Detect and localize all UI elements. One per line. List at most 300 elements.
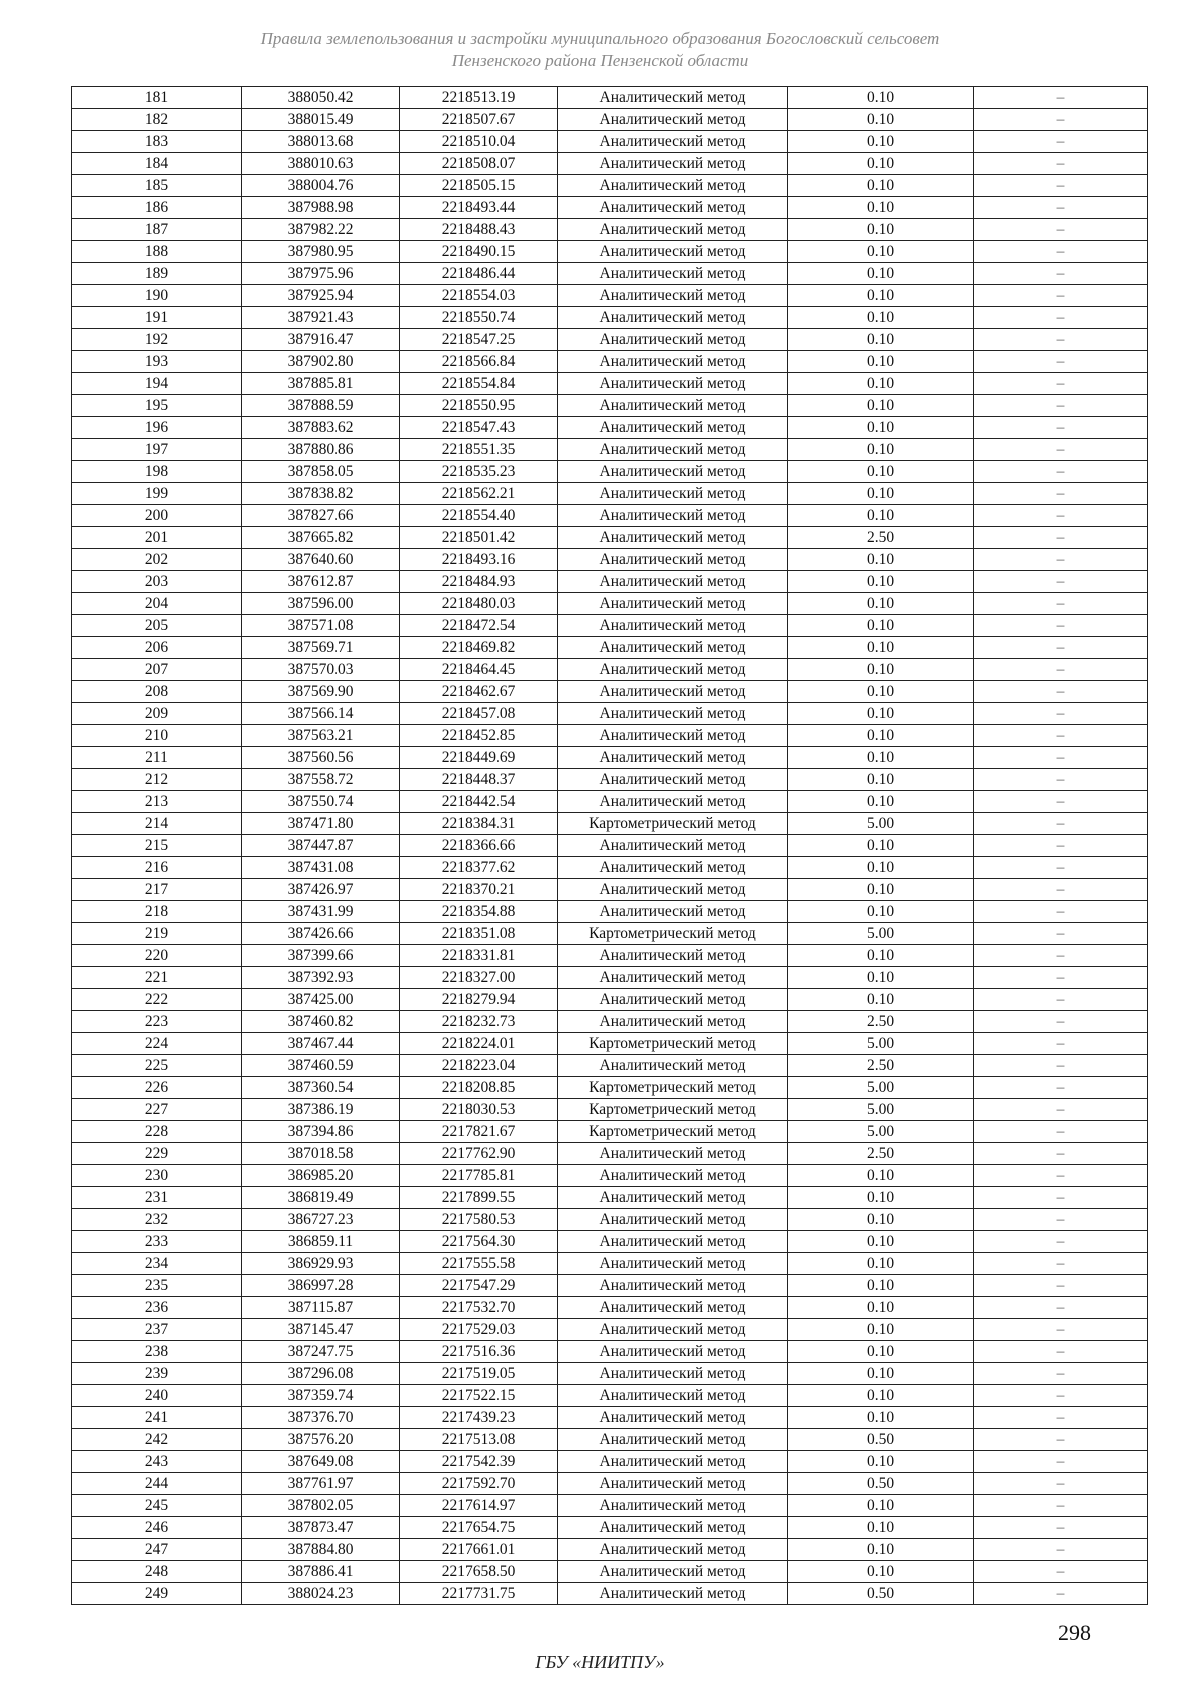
point-number-cell: 241 — [72, 1407, 242, 1429]
method-cell: Аналитический метод — [558, 527, 788, 549]
method-cell: Аналитический метод — [558, 87, 788, 109]
y-coordinate-cell: 2217731.75 — [400, 1583, 558, 1605]
x-coordinate-cell: 388024.23 — [242, 1583, 400, 1605]
point-number-cell: 216 — [72, 857, 242, 879]
accuracy-cell: 0.10 — [788, 417, 974, 439]
note-cell: – — [974, 1187, 1148, 1209]
method-cell: Аналитический метод — [558, 1055, 788, 1077]
method-cell: Аналитический метод — [558, 1429, 788, 1451]
note-cell: – — [974, 769, 1148, 791]
x-coordinate-cell: 387296.08 — [242, 1363, 400, 1385]
table-row — [72, 219, 1148, 241]
accuracy-cell: 2.50 — [788, 1143, 974, 1165]
y-coordinate-cell: 2218377.62 — [400, 857, 558, 879]
point-number-cell: 238 — [72, 1341, 242, 1363]
point-number-cell: 229 — [72, 1143, 242, 1165]
y-coordinate-cell: 2218501.42 — [400, 527, 558, 549]
method-cell: Аналитический метод — [558, 1209, 788, 1231]
y-coordinate-cell: 2218366.66 — [400, 835, 558, 857]
table-row — [72, 1253, 1148, 1275]
x-coordinate-cell: 387471.80 — [242, 813, 400, 835]
point-number-cell: 202 — [72, 549, 242, 571]
y-coordinate-cell: 2218469.82 — [400, 637, 558, 659]
table-row — [72, 1473, 1148, 1495]
accuracy-cell: 2.50 — [788, 527, 974, 549]
method-cell: Аналитический метод — [558, 1363, 788, 1385]
x-coordinate-cell: 387018.58 — [242, 1143, 400, 1165]
accuracy-cell: 5.00 — [788, 1033, 974, 1055]
method-cell: Аналитический метод — [558, 857, 788, 879]
note-cell: – — [974, 1385, 1148, 1407]
point-number-cell: 223 — [72, 1011, 242, 1033]
x-coordinate-cell: 387640.60 — [242, 549, 400, 571]
accuracy-cell: 2.50 — [788, 1011, 974, 1033]
table-row — [72, 1231, 1148, 1253]
x-coordinate-cell: 387431.08 — [242, 857, 400, 879]
y-coordinate-cell: 2218554.40 — [400, 505, 558, 527]
note-cell: – — [974, 967, 1148, 989]
point-number-cell: 236 — [72, 1297, 242, 1319]
y-coordinate-cell: 2218510.04 — [400, 131, 558, 153]
y-coordinate-cell: 2217564.30 — [400, 1231, 558, 1253]
y-coordinate-cell: 2218224.01 — [400, 1033, 558, 1055]
x-coordinate-cell: 387649.08 — [242, 1451, 400, 1473]
x-coordinate-cell: 387569.71 — [242, 637, 400, 659]
point-number-cell: 190 — [72, 285, 242, 307]
method-cell: Аналитический метод — [558, 175, 788, 197]
point-number-cell: 225 — [72, 1055, 242, 1077]
note-cell: – — [974, 439, 1148, 461]
note-cell: – — [974, 637, 1148, 659]
y-coordinate-cell: 2218208.85 — [400, 1077, 558, 1099]
accuracy-cell: 0.10 — [788, 703, 974, 725]
point-number-cell: 249 — [72, 1583, 242, 1605]
table-row — [72, 1055, 1148, 1077]
accuracy-cell: 5.00 — [788, 1077, 974, 1099]
point-number-cell: 220 — [72, 945, 242, 967]
accuracy-cell: 0.10 — [788, 175, 974, 197]
header-line-1: Правила землепользования и застройки муниципального образования Богословский сельсовет — [260, 29, 940, 48]
x-coordinate-cell: 387563.21 — [242, 725, 400, 747]
accuracy-cell: 0.10 — [788, 1209, 974, 1231]
y-coordinate-cell: 2218493.16 — [400, 549, 558, 571]
table-row — [72, 945, 1148, 967]
point-number-cell: 224 — [72, 1033, 242, 1055]
note-cell: – — [974, 549, 1148, 571]
note-cell: – — [974, 1099, 1148, 1121]
x-coordinate-cell: 387467.44 — [242, 1033, 400, 1055]
note-cell: – — [974, 153, 1148, 175]
method-cell: Аналитический метод — [558, 1231, 788, 1253]
x-coordinate-cell: 387569.90 — [242, 681, 400, 703]
accuracy-cell: 0.10 — [788, 967, 974, 989]
table-row — [72, 109, 1148, 131]
y-coordinate-cell: 2218505.15 — [400, 175, 558, 197]
table-row — [72, 1077, 1148, 1099]
y-coordinate-cell: 2217529.03 — [400, 1319, 558, 1341]
point-number-cell: 185 — [72, 175, 242, 197]
method-cell: Аналитический метод — [558, 285, 788, 307]
point-number-cell: 246 — [72, 1517, 242, 1539]
note-cell: – — [974, 1473, 1148, 1495]
table-row — [72, 549, 1148, 571]
note-cell: – — [974, 219, 1148, 241]
y-coordinate-cell: 2218449.69 — [400, 747, 558, 769]
method-cell: Аналитический метод — [558, 109, 788, 131]
note-cell: – — [974, 1539, 1148, 1561]
method-cell: Картометрический метод — [558, 1033, 788, 1055]
method-cell: Аналитический метод — [558, 1297, 788, 1319]
table-row — [72, 1275, 1148, 1297]
table-row — [72, 857, 1148, 879]
accuracy-cell: 2.50 — [788, 1055, 974, 1077]
note-cell: – — [974, 681, 1148, 703]
running-header — [0, 28, 1200, 72]
x-coordinate-cell: 387560.56 — [242, 747, 400, 769]
note-cell: – — [974, 879, 1148, 901]
accuracy-cell: 0.10 — [788, 857, 974, 879]
y-coordinate-cell: 2218457.08 — [400, 703, 558, 725]
point-number-cell: 189 — [72, 263, 242, 285]
accuracy-cell: 0.10 — [788, 395, 974, 417]
point-number-cell: 208 — [72, 681, 242, 703]
y-coordinate-cell: 2217762.90 — [400, 1143, 558, 1165]
accuracy-cell: 5.00 — [788, 813, 974, 835]
accuracy-cell: 0.10 — [788, 1253, 974, 1275]
accuracy-cell: 0.10 — [788, 725, 974, 747]
accuracy-cell: 5.00 — [788, 1099, 974, 1121]
accuracy-cell: 0.50 — [788, 1583, 974, 1605]
accuracy-cell: 0.10 — [788, 483, 974, 505]
point-number-cell: 215 — [72, 835, 242, 857]
point-number-cell: 239 — [72, 1363, 242, 1385]
x-coordinate-cell: 387916.47 — [242, 329, 400, 351]
y-coordinate-cell: 2218535.23 — [400, 461, 558, 483]
table-row — [72, 1407, 1148, 1429]
point-number-cell: 184 — [72, 153, 242, 175]
point-number-cell: 199 — [72, 483, 242, 505]
point-number-cell: 211 — [72, 747, 242, 769]
x-coordinate-cell: 387886.41 — [242, 1561, 400, 1583]
footer-organization: ГБУ «НИИТПУ» — [535, 1652, 665, 1672]
point-number-cell: 228 — [72, 1121, 242, 1143]
accuracy-cell: 0.10 — [788, 835, 974, 857]
point-number-cell: 194 — [72, 373, 242, 395]
point-number-cell: 198 — [72, 461, 242, 483]
point-number-cell: 201 — [72, 527, 242, 549]
point-number-cell: 203 — [72, 571, 242, 593]
note-cell: – — [974, 945, 1148, 967]
x-coordinate-cell: 387570.03 — [242, 659, 400, 681]
point-number-cell: 205 — [72, 615, 242, 637]
method-cell: Аналитический метод — [558, 1275, 788, 1297]
point-number-cell: 193 — [72, 351, 242, 373]
note-cell: – — [974, 351, 1148, 373]
point-number-cell: 206 — [72, 637, 242, 659]
accuracy-cell: 0.50 — [788, 1473, 974, 1495]
note-cell: – — [974, 87, 1148, 109]
table-row — [72, 373, 1148, 395]
x-coordinate-cell: 387447.87 — [242, 835, 400, 857]
note-cell: – — [974, 1517, 1148, 1539]
x-coordinate-cell: 386727.23 — [242, 1209, 400, 1231]
x-coordinate-cell: 387566.14 — [242, 703, 400, 725]
method-cell: Картометрический метод — [558, 923, 788, 945]
table-row — [72, 769, 1148, 791]
point-number-cell: 237 — [72, 1319, 242, 1341]
table-row — [72, 1539, 1148, 1561]
table-row — [72, 263, 1148, 285]
table-row — [72, 1297, 1148, 1319]
method-cell: Аналитический метод — [558, 1187, 788, 1209]
y-coordinate-cell: 2218223.04 — [400, 1055, 558, 1077]
x-coordinate-cell: 387925.94 — [242, 285, 400, 307]
accuracy-cell: 0.10 — [788, 1187, 974, 1209]
accuracy-cell: 0.50 — [788, 1429, 974, 1451]
note-cell: – — [974, 197, 1148, 219]
note-cell: – — [974, 1275, 1148, 1297]
table-row — [72, 1121, 1148, 1143]
method-cell: Аналитический метод — [558, 659, 788, 681]
x-coordinate-cell: 387359.74 — [242, 1385, 400, 1407]
point-number-cell: 195 — [72, 395, 242, 417]
x-coordinate-cell: 388010.63 — [242, 153, 400, 175]
table-row — [72, 1165, 1148, 1187]
note-cell: – — [974, 417, 1148, 439]
accuracy-cell: 0.10 — [788, 1451, 974, 1473]
y-coordinate-cell: 2217522.15 — [400, 1385, 558, 1407]
point-number-cell: 221 — [72, 967, 242, 989]
table-row — [72, 1451, 1148, 1473]
y-coordinate-cell: 2218508.07 — [400, 153, 558, 175]
note-cell: – — [974, 307, 1148, 329]
note-cell: – — [974, 901, 1148, 923]
x-coordinate-cell: 387827.66 — [242, 505, 400, 527]
table-row — [72, 1011, 1148, 1033]
note-cell: – — [974, 1341, 1148, 1363]
y-coordinate-cell: 2218452.85 — [400, 725, 558, 747]
x-coordinate-cell: 387975.96 — [242, 263, 400, 285]
accuracy-cell: 0.10 — [788, 747, 974, 769]
point-number-cell: 214 — [72, 813, 242, 835]
note-cell: – — [974, 571, 1148, 593]
point-number-cell: 181 — [72, 87, 242, 109]
accuracy-cell: 0.10 — [788, 241, 974, 263]
method-cell: Аналитический метод — [558, 1451, 788, 1473]
table-row — [72, 725, 1148, 747]
accuracy-cell: 0.10 — [788, 1495, 974, 1517]
x-coordinate-cell: 387386.19 — [242, 1099, 400, 1121]
table-row — [72, 1583, 1148, 1605]
y-coordinate-cell: 2217821.67 — [400, 1121, 558, 1143]
point-number-cell: 235 — [72, 1275, 242, 1297]
table-row — [72, 351, 1148, 373]
point-number-cell: 182 — [72, 109, 242, 131]
note-cell: – — [974, 1429, 1148, 1451]
accuracy-cell: 0.10 — [788, 1275, 974, 1297]
accuracy-cell: 0.10 — [788, 329, 974, 351]
y-coordinate-cell: 2217547.29 — [400, 1275, 558, 1297]
y-coordinate-cell: 2217614.97 — [400, 1495, 558, 1517]
method-cell: Аналитический метод — [558, 131, 788, 153]
x-coordinate-cell: 387115.87 — [242, 1297, 400, 1319]
x-coordinate-cell: 387888.59 — [242, 395, 400, 417]
y-coordinate-cell: 2218480.03 — [400, 593, 558, 615]
method-cell: Аналитический метод — [558, 989, 788, 1011]
y-coordinate-cell: 2218370.21 — [400, 879, 558, 901]
point-number-cell: 218 — [72, 901, 242, 923]
note-cell: – — [974, 175, 1148, 197]
table-row — [72, 197, 1148, 219]
accuracy-cell: 0.10 — [788, 1165, 974, 1187]
point-number-cell: 222 — [72, 989, 242, 1011]
method-cell: Аналитический метод — [558, 197, 788, 219]
point-number-cell: 209 — [72, 703, 242, 725]
point-number-cell: 219 — [72, 923, 242, 945]
note-cell: – — [974, 1121, 1148, 1143]
x-coordinate-cell: 387880.86 — [242, 439, 400, 461]
note-cell: – — [974, 1363, 1148, 1385]
accuracy-cell: 0.10 — [788, 1363, 974, 1385]
accuracy-cell: 0.10 — [788, 1385, 974, 1407]
note-cell: – — [974, 1319, 1148, 1341]
note-cell: – — [974, 1143, 1148, 1165]
method-cell: Аналитический метод — [558, 593, 788, 615]
note-cell: – — [974, 1253, 1148, 1275]
note-cell: – — [974, 1165, 1148, 1187]
method-cell: Аналитический метод — [558, 615, 788, 637]
x-coordinate-cell: 387982.22 — [242, 219, 400, 241]
method-cell: Аналитический метод — [558, 219, 788, 241]
table-row — [72, 241, 1148, 263]
x-coordinate-cell: 387838.82 — [242, 483, 400, 505]
y-coordinate-cell: 2218331.81 — [400, 945, 558, 967]
point-number-cell: 200 — [72, 505, 242, 527]
accuracy-cell: 0.10 — [788, 1517, 974, 1539]
table-row — [72, 1033, 1148, 1055]
method-cell: Аналитический метод — [558, 1495, 788, 1517]
x-coordinate-cell: 388050.42 — [242, 87, 400, 109]
method-cell: Картометрический метод — [558, 1099, 788, 1121]
accuracy-cell: 0.10 — [788, 1561, 974, 1583]
table-row — [72, 395, 1148, 417]
accuracy-cell: 0.10 — [788, 659, 974, 681]
note-cell: – — [974, 703, 1148, 725]
method-cell: Аналитический метод — [558, 351, 788, 373]
method-cell: Аналитический метод — [558, 1583, 788, 1605]
point-number-cell: 213 — [72, 791, 242, 813]
y-coordinate-cell: 2218484.93 — [400, 571, 558, 593]
note-cell: – — [974, 131, 1148, 153]
table-row — [72, 681, 1148, 703]
method-cell: Аналитический метод — [558, 1011, 788, 1033]
method-cell: Аналитический метод — [558, 1561, 788, 1583]
accuracy-cell: 0.10 — [788, 1319, 974, 1341]
point-number-cell: 226 — [72, 1077, 242, 1099]
y-coordinate-cell: 2217513.08 — [400, 1429, 558, 1451]
x-coordinate-cell: 387392.93 — [242, 967, 400, 989]
x-coordinate-cell: 387596.00 — [242, 593, 400, 615]
point-number-cell: 240 — [72, 1385, 242, 1407]
y-coordinate-cell: 2217899.55 — [400, 1187, 558, 1209]
point-number-cell: 230 — [72, 1165, 242, 1187]
accuracy-cell: 0.10 — [788, 1407, 974, 1429]
table-row — [72, 1517, 1148, 1539]
note-cell: – — [974, 285, 1148, 307]
y-coordinate-cell: 2218550.74 — [400, 307, 558, 329]
y-coordinate-cell: 2218232.73 — [400, 1011, 558, 1033]
x-coordinate-cell: 387426.66 — [242, 923, 400, 945]
note-cell: – — [974, 1011, 1148, 1033]
x-coordinate-cell: 387399.66 — [242, 945, 400, 967]
table-row — [72, 1209, 1148, 1231]
table-row — [72, 1363, 1148, 1385]
accuracy-cell: 0.10 — [788, 153, 974, 175]
point-number-cell: 187 — [72, 219, 242, 241]
y-coordinate-cell: 2218547.43 — [400, 417, 558, 439]
note-cell: – — [974, 1077, 1148, 1099]
accuracy-cell: 0.10 — [788, 1231, 974, 1253]
table-row — [72, 1099, 1148, 1121]
method-cell: Картометрический метод — [558, 1121, 788, 1143]
table-row — [72, 131, 1148, 153]
method-cell: Аналитический метод — [558, 769, 788, 791]
note-cell: – — [974, 1055, 1148, 1077]
y-coordinate-cell: 2217654.75 — [400, 1517, 558, 1539]
point-number-cell: 197 — [72, 439, 242, 461]
y-coordinate-cell: 2217542.39 — [400, 1451, 558, 1473]
point-number-cell: 191 — [72, 307, 242, 329]
x-coordinate-cell: 387571.08 — [242, 615, 400, 637]
accuracy-cell: 0.10 — [788, 1297, 974, 1319]
table-row — [72, 329, 1148, 351]
table-row — [72, 1429, 1148, 1451]
point-number-cell: 183 — [72, 131, 242, 153]
y-coordinate-cell: 2218488.43 — [400, 219, 558, 241]
accuracy-cell: 0.10 — [788, 197, 974, 219]
accuracy-cell: 0.10 — [788, 571, 974, 593]
table-row — [72, 1561, 1148, 1583]
table-row — [72, 307, 1148, 329]
y-coordinate-cell: 2218351.08 — [400, 923, 558, 945]
note-cell: – — [974, 791, 1148, 813]
x-coordinate-cell: 387802.05 — [242, 1495, 400, 1517]
accuracy-cell: 0.10 — [788, 505, 974, 527]
point-number-cell: 207 — [72, 659, 242, 681]
x-coordinate-cell: 387980.95 — [242, 241, 400, 263]
accuracy-cell: 0.10 — [788, 439, 974, 461]
accuracy-cell: 0.10 — [788, 109, 974, 131]
accuracy-cell: 0.10 — [788, 219, 974, 241]
point-number-cell: 248 — [72, 1561, 242, 1583]
note-cell: – — [974, 329, 1148, 351]
note-cell: – — [974, 263, 1148, 285]
x-coordinate-cell: 387873.47 — [242, 1517, 400, 1539]
note-cell: – — [974, 461, 1148, 483]
coordinates-table — [71, 86, 1148, 1605]
point-number-cell: 192 — [72, 329, 242, 351]
point-number-cell: 227 — [72, 1099, 242, 1121]
note-cell: – — [974, 483, 1148, 505]
x-coordinate-cell: 387883.62 — [242, 417, 400, 439]
accuracy-cell: 0.10 — [788, 87, 974, 109]
accuracy-cell: 0.10 — [788, 791, 974, 813]
table-row — [72, 505, 1148, 527]
method-cell: Аналитический метод — [558, 1473, 788, 1495]
y-coordinate-cell: 2218554.84 — [400, 373, 558, 395]
method-cell: Аналитический метод — [558, 1341, 788, 1363]
table-row — [72, 1187, 1148, 1209]
